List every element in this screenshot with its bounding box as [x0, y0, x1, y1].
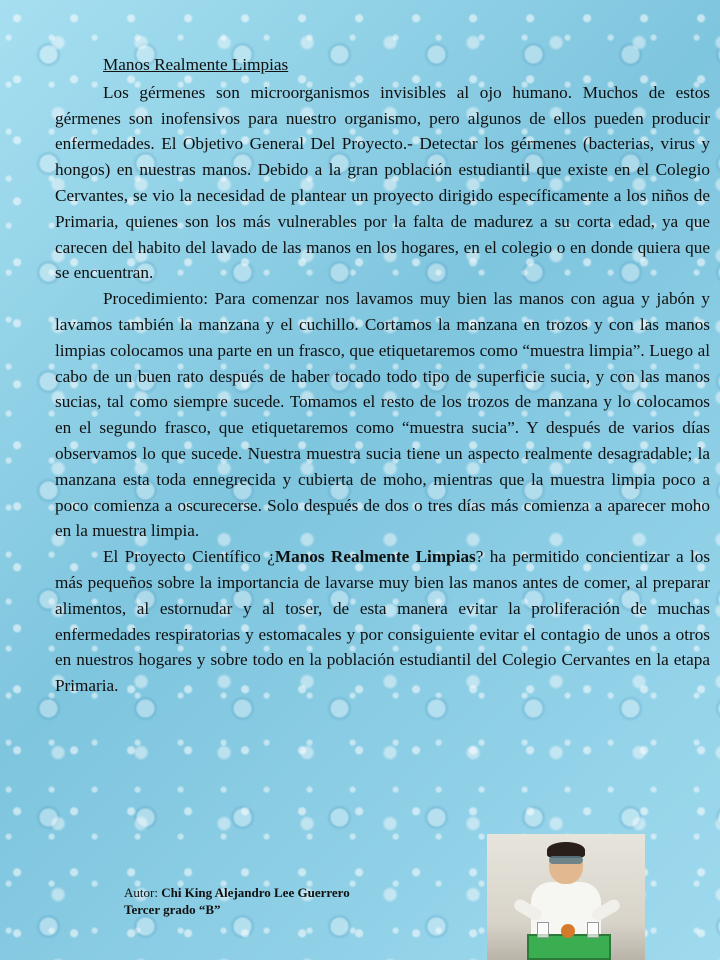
- student-photo: [487, 834, 645, 960]
- photo-jar-left: [537, 922, 549, 938]
- photo-jar-right: [587, 922, 599, 938]
- author-credit: [124, 884, 454, 918]
- article-body: [55, 52, 710, 699]
- author-label: Autor:: [124, 885, 162, 900]
- photo-goggles: [549, 856, 583, 864]
- paragraph-intro: Los gérmenes son microorganismos invisibles al ojo humano. Muchos de estos gérmenes son inofensivos para nuestro organismo, pero algunos de ellos pueden producir enfermedades. El Objetivo General Del Proyecto.- Detectar los gérmenes (bacterias, virus y hongos) en nuestras manos. Debido a la gran población estudiantil que existe en el Colegio Cervantes, se vio la necesidad de plantear un proyecto dirigido específicamente a los niños de Primaria, quienes son los más vulnerables por la falta de madurez a su corta edad, ya que carecen del habito del lavado de las manos en los hogares, en el colegio o en donde quiera que se encuentran.: [55, 82, 710, 283]
- paragraph-procedure: Procedimiento: Para comenzar nos lavamos muy bien las manos con agua y jabón y lavamos también la manzana y el cuchillo. Cortamos la manzana en trozos y con las manos limpias colocamos una parte en un frasco, que etiquetaremos como “muestra limpia”. Luego al cabo de un buen rato después de haber tocado todo tipo de superficie sucia, y con las manos sucias, tal como siempre sucede. Tomamos el resto de los trozos de manzana y lo colocamos en el segundo frasco, que etiquetaremos como “muestra sucia”. Y después de varios días observamos lo que sucede. Nuestra muestra sucia tiene un aspecto realmente desagradable; la manzana esta toda ennegrecida y cubierta de moho, mientras que la muestra limpia poco a poco comienza a oscurecerse. Solo después de dos o tres días más comienza a aparecer moho en la muestra limpia.: [55, 289, 710, 541]
- conclusion-text-start: El Proyecto Científico ¿: [103, 547, 275, 567]
- author-grade: Tercer grado “B”: [124, 902, 221, 917]
- photo-apple: [561, 924, 575, 938]
- conclusion-text-end: ? ha permitido concientizar a los más pequeños sobre la importancia de lavarse muy bien las manos antes de comer, al preparar alimentos, al estornudar y al toser, de esta manera evitar la proliferación de muchas enfermedades respiratorias y estomacales y por consiguiente evitar el contagio de unos a otros en nuestros hogares y sobre todo en la población estudiantil del Colegio Cervantes en la etapa Primaria.: [55, 547, 711, 696]
- author-line: [124, 884, 454, 901]
- article-title: Manos Realmente Limpias: [103, 55, 289, 74]
- author-name: Chi King Alejandro Lee Guerrero: [161, 885, 350, 900]
- paragraph-conclusion: [55, 544, 710, 699]
- conclusion-project-name: Manos Realmente Limpias: [274, 547, 476, 567]
